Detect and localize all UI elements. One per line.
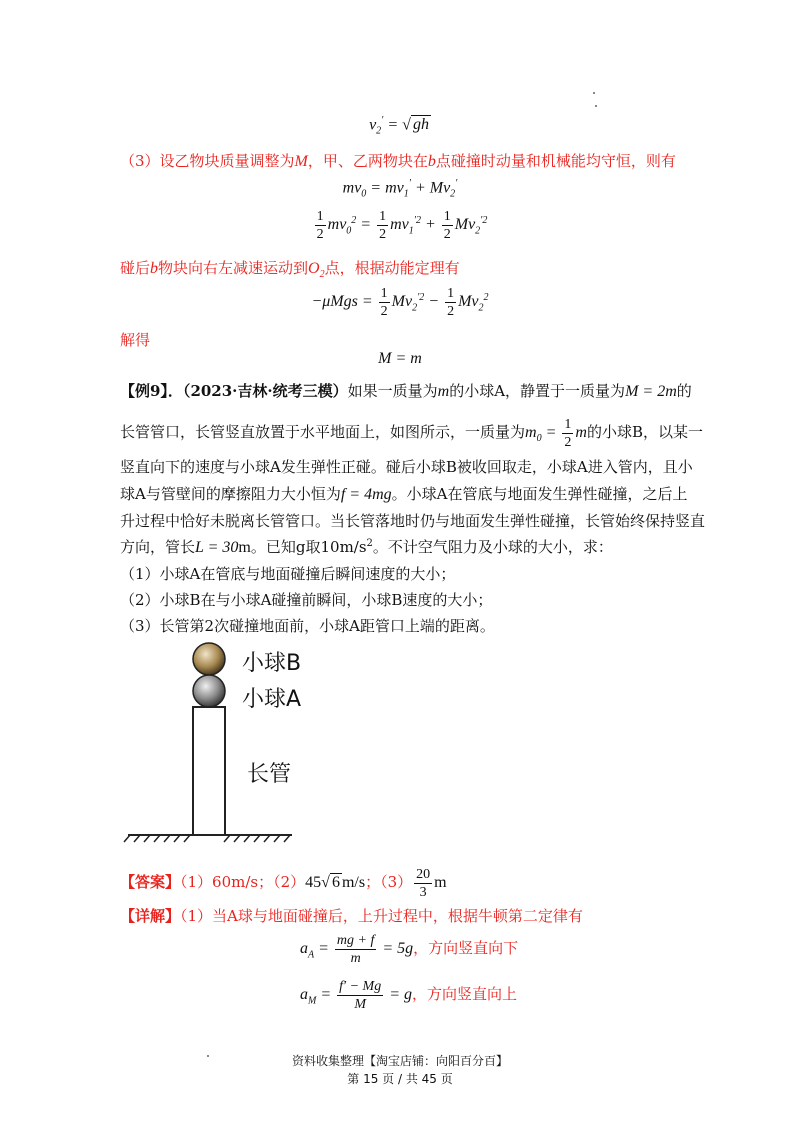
answer-line: 【答案】（1）60m/s；（2）45√ 6 m/s；（3） $\frac{20}{3}$ m: [120, 867, 447, 900]
ball-a: [193, 675, 225, 707]
ball-b: [193, 643, 225, 675]
example-line1: 【例9】．（2023·吉林·统考三模）如果一质量为m的小球A，静置于一质量为M = 2m的: [120, 382, 692, 400]
detail-label: 【详解】: [120, 907, 181, 925]
equation-M-equals-m: M = m: [378, 350, 422, 367]
question-2: （2）小球B在与小球A碰撞前瞬间，小球B速度的大小；: [120, 591, 493, 609]
equation-energy: $\frac{1}{2}$ $mv_0^2$ = $\frac{1}{2}$ $mv_1^{'2}$ + $\frac{1}{2}$ $Mv_2^{'2}$: [316, 209, 488, 242]
example-label: 【例9】．（2023·吉林·统考三模）: [120, 382, 348, 400]
equation-kinetic-energy: −μMgs = $\frac{1}{2}$ $Mv_2^{'2}$ − $\frac{1}{2}$ $Mv_2^2$: [311, 286, 489, 319]
ball-a-label: 小球A: [242, 687, 302, 712]
question-1: （1）小球A在管底与地面碰撞后瞬间速度的大小；: [120, 565, 456, 583]
example-line4: 球A与管壁间的摩擦阻力大小恒为f = 4mg。小球A在管底与地面发生弹性碰撞，之后上: [120, 485, 688, 503]
equation-momentum: $mv_0 = mv_1' + Mv_2'$: [342, 178, 458, 200]
after-collision-text: 碰后b物块向右左减速运动到$O_2$点，根据动能定理有: [120, 259, 460, 281]
example-line2: 长管管口，长管竖直放置于水平地面上，如图所示，一质量为$m_0$ = $\frac{1}{2}$ m的小球B，以某一: [120, 417, 703, 450]
solve-label: 解得: [120, 331, 151, 349]
stray-dot: [595, 105, 597, 107]
question-3: （3）长管第2次碰撞地面前，小球A距管口上端的距离。: [120, 617, 495, 635]
equation-aM: $a_M$ = $\frac{f' - Mg}{M}$ = g，方向竖直向上: [300, 979, 518, 1012]
equation-v2-sqrt-gh: $v_2'$ = √ gh: [369, 115, 429, 137]
stray-dot: [593, 92, 595, 94]
step3-text: （3）设乙物块质量调整为M，甲、乙两物块在b点碰撞时动量和机械能均守恒，则有: [120, 152, 676, 170]
ball-b-label: 小球B: [242, 651, 302, 676]
example-line6: 方向，管长L = 30m。已知g取$10m/s^2$。不计空气阻力及小球的大小，求：: [120, 538, 613, 556]
example-line5: 升过程中恰好未脱离长管管口。当长管落地时仍与地面发生弹性碰撞，长管始终保持竖直: [120, 512, 706, 530]
long-tube: [193, 707, 225, 835]
tube-label: 长管: [247, 762, 292, 787]
detail-line: 【详解】（1）当A球与地面碰撞后，上升过程中，根据牛顿第二定律有: [120, 907, 583, 925]
footer-page-number: 第 15 页 / 共 45 页: [347, 1072, 453, 1086]
equation-aA: $a_A$ = $\frac{mg + f}{m}$ = 5g，方向竖直向下: [300, 933, 519, 966]
ground-hatching: [124, 835, 290, 842]
answer-label: 【答案】: [120, 873, 181, 892]
example-line3: 竖直向下的速度与小球A发生弹性正碰。碰后小球B被收回取走，小球A进入管内，且小: [120, 458, 693, 476]
footer-source: 资料收集整理【淘宝店铺：向阳百分百】: [291, 1054, 508, 1068]
